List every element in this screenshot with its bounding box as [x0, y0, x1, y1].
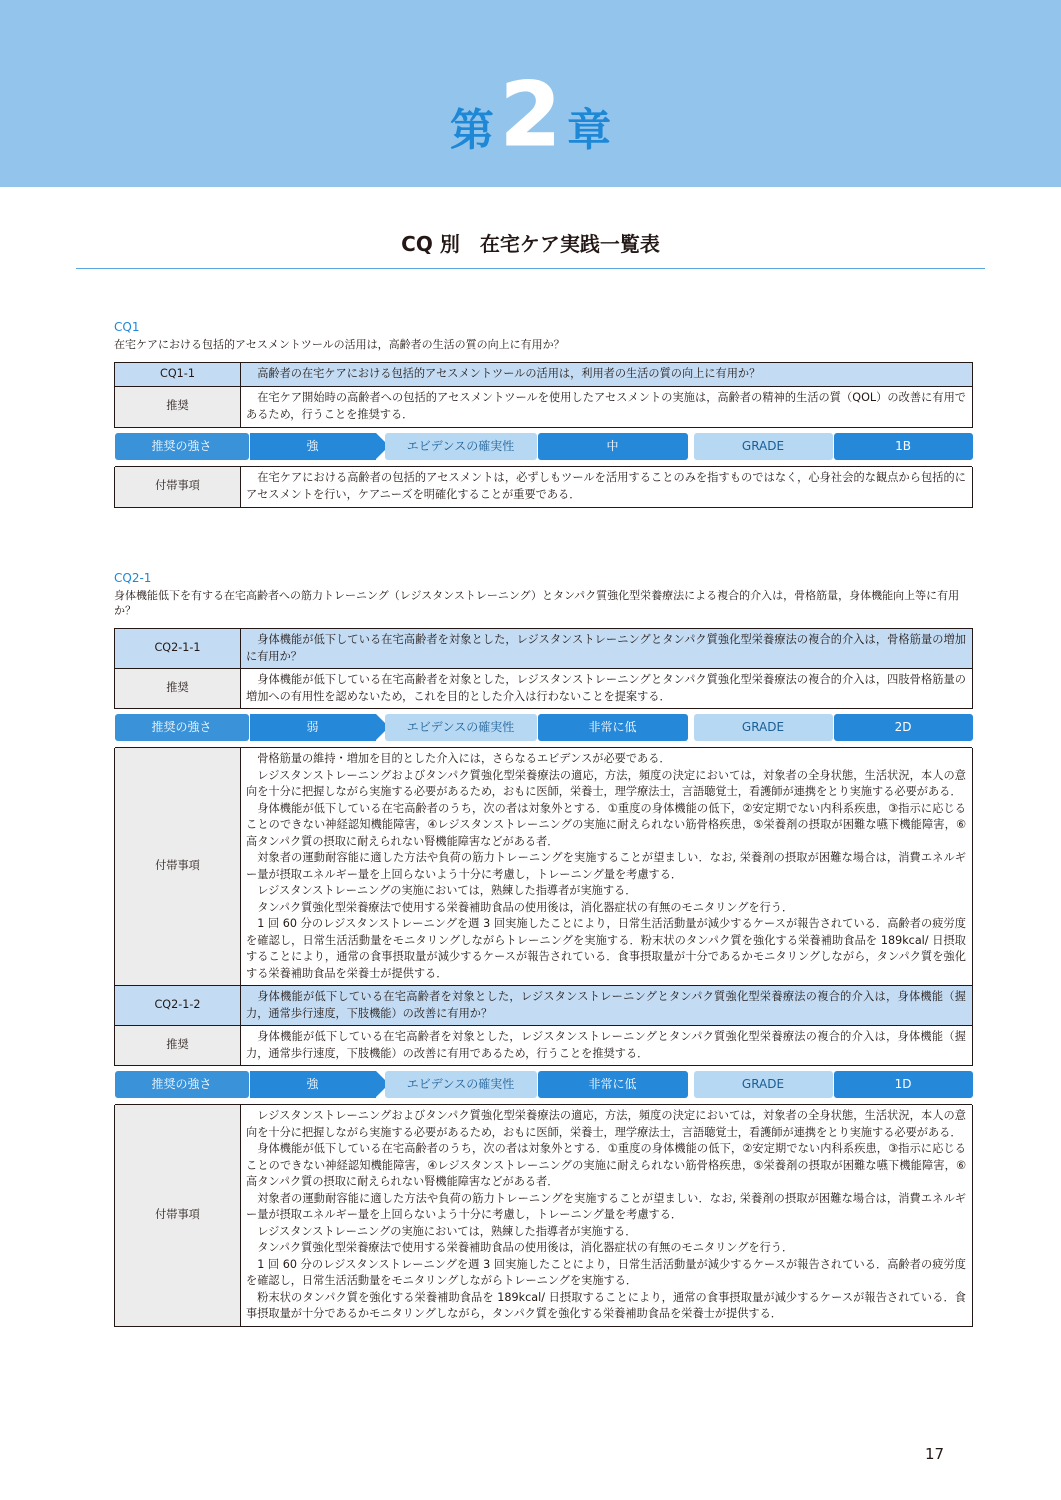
evidence-value: 非常に低 — [538, 714, 688, 741]
cq-id: CQ1-1 — [115, 363, 241, 387]
strength-label: 推奨の強さ — [115, 714, 249, 741]
supplement-note: 在宅ケアにおける高齢者の包括的アセスメントは，必ずしもツールを活用することのみを指すものではなく，心身社会的な観点から包括的にアセスメントを行い，ケアニーズを明確化することが重要である． — [246, 471, 966, 501]
recommend-label: 推奨 — [115, 386, 241, 427]
strength-label: 推奨の強さ — [115, 1071, 249, 1098]
supplement-note: タンパク質強化型栄養療法で使用する栄養補助食品の使用後は，消化器症状の有無のモニタリングを行う． — [257, 900, 794, 914]
evidence-value: 非常に低 — [538, 1071, 688, 1098]
evidence-label: エビデンスの確実性 — [385, 714, 537, 741]
supplement-notes — [241, 748, 973, 986]
cq-id: CQ2-1-1 — [115, 629, 241, 669]
strength-bar — [115, 432, 974, 462]
grade-label: GRADE — [694, 714, 833, 741]
supplement-note: 身体機能が低下している在宅高齢者のうち，次の者は対象外とする．①重度の身体機能の低下，②安定期でない内科系疾患，③指示に応じることのできない神経認知機能障害，④レジスタンストレーニングの実施に耐えられない筋骨格疾患，⑤栄養剤の摂取が困難な嚥下機能障害，⑥高タンパク質の摂取に耐えられない腎機能障害などがある者． — [246, 801, 966, 848]
page-title: CQ 別 在宅ケア実践一覧表 — [401, 232, 660, 256]
cq1-label: CQ1 — [114, 320, 140, 334]
strength-value: 強 — [250, 1071, 376, 1098]
strength-bar — [115, 1070, 974, 1100]
supplement-label: 付帯事項 — [115, 466, 241, 507]
supplement-label: 付帯事項 — [115, 748, 241, 986]
cq-item-question: 身体機能が低下している在宅高齢者を対象とした，レジスタンストレーニングとタンパク質強化型栄養療法の複合的介入は，骨格筋量の増加に有用か？ — [246, 633, 966, 663]
evidence-label: エビデンスの確実性 — [385, 1071, 537, 1098]
supplement-note: レジスタンストレーニングの実施においては，熟練した指導者が実施する． — [257, 884, 637, 897]
supplement-note: 1 回 60 分のレジスタンストレーニングを週 3 回実施したことにより，日常生活活動量が減少するケースが報告されている．高齢者の疲労度を確認し，日常生活活動量をモニタリングしながらトレーニングを実施する． — [246, 1257, 966, 1287]
chapter-heading — [0, 63, 1061, 166]
recommend-label: 推奨 — [115, 669, 241, 709]
supplement-note: タンパク質強化型栄養療法で使用する栄養補助食品の使用後は，消化器症状の有無のモニタリングを行う． — [257, 1241, 794, 1254]
supplement-note: 粉末状のタンパク質を強化する栄養補助食品を 189kcal/ 日摂取することにより，通常の食事摂取量が減少するケースが報告されている．食事摂取量が十分であるかモニタリングしながら，タンパク質を強化する栄養補助食品を栄養士が提供する． — [246, 1290, 966, 1320]
grade-label: GRADE — [694, 433, 833, 460]
supplement-note: レジスタンストレーニングおよびタンパク質強化型栄養療法の適応，方法，頻度の決定においては，対象者の全身状態，生活状況，本人の意向を十分に把握しながら実施する必要があるため，おもに医師，栄養士，理学療法士，言語聴覚士，看護師が連携をとり実施する必要がある． — [246, 1109, 966, 1139]
grade-value: 1B — [834, 433, 973, 460]
supplement-note: レジスタンストレーニングおよびタンパク質強化型栄養療法の適応，方法，頻度の決定においては，対象者の全身状態，生活状況，本人の意向を十分に把握しながら実施する必要があるため，おもに医師，栄養士，理学療法士，言語聴覚士，看護師が連携をとり実施する必要がある． — [246, 768, 966, 798]
chapter-suffix: 章 — [567, 105, 612, 156]
supplement-note: レジスタンストレーニングの実施においては，熟練した指導者が実施する． — [257, 1224, 637, 1238]
cq-item-question: 身体機能が低下している在宅高齢者を対象とした，レジスタンストレーニングとタンパク質強化型栄養療法の複合的介入は，身体機能（握力，通常歩行速度，下肢機能）の改善に有用か？ — [246, 990, 966, 1020]
cq1-table — [114, 362, 973, 508]
recommend-label: 推奨 — [115, 1026, 241, 1066]
recommendation-text: 身体機能が低下している在宅高齢者を対象とした，レジスタンストレーニングとタンパク質強化型栄養療法の複合的介入は，四肢骨格筋量の増加への有用性を認めないため，これを目的とした介入は行わないことを提案する． — [246, 673, 966, 703]
strength-label: 推奨の強さ — [115, 433, 249, 460]
grade-value: 2D — [834, 714, 973, 741]
page-number: 17 — [925, 1445, 945, 1463]
chapter-prefix: 第 — [449, 105, 494, 156]
cq-item-question: 高齢者の在宅ケアにおける包括的アセスメントツールの活用は，利用者の生活の質の向上に有用か？ — [257, 367, 761, 380]
supplement-label: 付帯事項 — [115, 1105, 241, 1327]
supplement-note: 身体機能が低下している在宅高齢者のうち，次の者は対象外とする．①重度の身体機能の低下，②安定期でない内科系疾患，③指示に応じることのできない神経認知機能障害，④レジスタンストレーニングの実施に耐えられない筋骨格疾患，⑤栄養剤の摂取が困難な嚥下機能障害，⑥高タンパク質の摂取に耐えられない腎機能障害などがある者． — [246, 1142, 966, 1188]
strength-value: 弱 — [250, 714, 376, 741]
supplement-note: 対象者の運動耐容能に適した方法や負荷の筋力トレーニングを実施することが望ましい．なお, 栄養剤の摂取が困難な場合は，消費エネルギー量が摂取エネルギー量を上回らないよう十分に考慮し，トレーニング量を考慮する． — [246, 851, 966, 881]
recommendation-text: 在宅ケア開始時の高齢者への包括的アセスメントツールを使用したアセスメントの実施は，高齢者の精神的生活の質（QOL）の改善に有用であるため，行うことを推奨する． — [246, 391, 966, 421]
strength-value: 強 — [250, 433, 376, 460]
grade-label: GRADE — [694, 1071, 833, 1098]
cq1-question: 在宅ケアにおける包括的アセスメントツールの活用は，高齢者の生活の質の向上に有用か？ — [114, 338, 565, 351]
supplement-note: 対象者の運動耐容能に適した方法や負荷の筋力トレーニングを実施することが望ましい．なお, 栄養剤の摂取が困難な場合は，消費エネルギー量が摂取エネルギー量を上回らないよう十分に考慮し，トレーニング量を考慮する． — [246, 1191, 966, 1221]
recommendation-text: 身体機能が低下している在宅高齢者を対象とした，レジスタンストレーニングとタンパク質強化型栄養療法の複合的介入は，身体機能（握力，通常歩行速度，下肢機能）の改善に有用であるため，行うことを推奨する． — [246, 1030, 966, 1060]
supplement-note: 1 回 60 分のレジスタンストレーニングを週 3 回実施したことにより，日常生活活動量が減少するケースが報告されている．高齢者の疲労度を確認し，日常生活活動量をモニタリングしながらトレーニングを実施する．粉末状のタンパク質を強化する栄養補助食品を 189kcal/ 日摂取することにより，通常の食事摂取量が減少するケースが報告されている．食事摂取量が十分であるかモニタリングしながら，タンパク質を強化する栄養補助食品を栄養士が提供する． — [246, 917, 966, 980]
cq2-table — [114, 628, 973, 1327]
cq2-question: 身体機能低下を有する在宅高齢者への筋力トレーニング（レジスタンストレーニング）とタンパク質強化型栄養療法による複合的介入は，骨格筋量，身体機能向上等に有用か？ — [114, 589, 960, 617]
supplement-notes — [241, 1105, 973, 1327]
strength-bar — [115, 713, 974, 743]
cq-id: CQ2-1-2 — [115, 986, 241, 1026]
evidence-value: 中 — [538, 433, 688, 460]
title-divider — [76, 268, 985, 269]
chapter-number: 2 — [499, 63, 562, 166]
supplement-note: 骨格筋量の維持・増加を目的とした介入には，さらなるエビデンスが必要である． — [257, 752, 671, 765]
cq2-label: CQ2-1 — [114, 571, 152, 585]
evidence-label: エビデンスの確実性 — [385, 433, 537, 460]
grade-value: 1D — [834, 1071, 973, 1098]
